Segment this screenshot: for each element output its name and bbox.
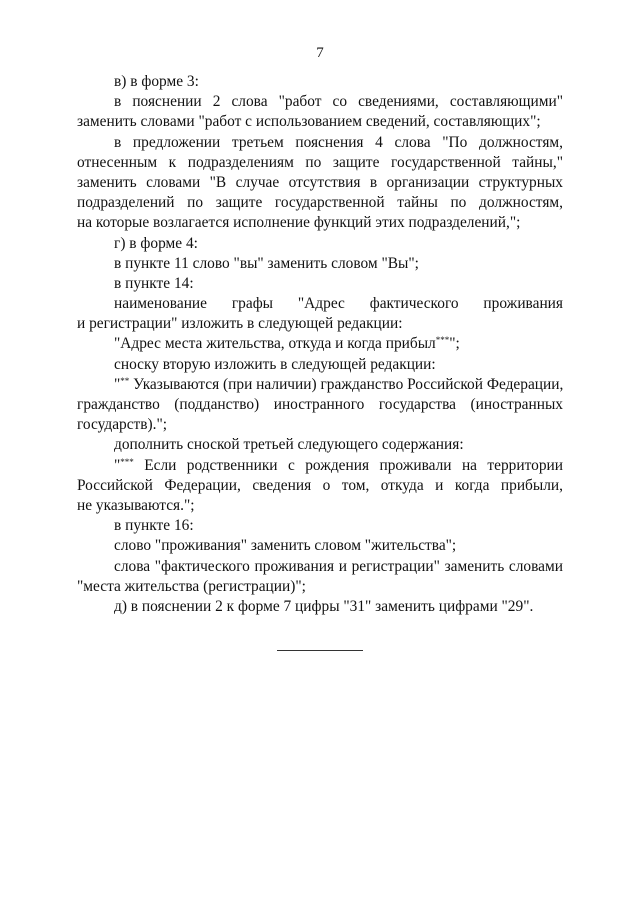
text-line: [77, 334, 563, 354]
text-line-continuation: ";: [449, 335, 460, 353]
text-line: [77, 274, 563, 294]
text-line-content: и регистрации" изложить в следующей редакции:: [77, 315, 403, 333]
text-line-content: дополнить сноской третьей следующего содержания:: [114, 436, 464, 454]
footnote-marker: ***: [120, 456, 134, 467]
text-line: [77, 193, 563, 213]
text-line: [77, 314, 563, 334]
text-line: [77, 375, 563, 395]
text-line: [77, 516, 563, 536]
text-line: [77, 112, 563, 132]
text-line: [77, 294, 563, 314]
text-line-content: слова "фактического проживания и регистрации" заменить словами: [114, 557, 563, 575]
text-line: [77, 72, 563, 92]
footnote-marker: ***: [435, 335, 450, 346]
text-line-content: сноску вторую изложить в следующей редакции:: [114, 355, 436, 373]
text-line-content: заменить словами "В случае отсутствия в организации структурных: [77, 173, 563, 191]
text-line-content: не указываются.";: [77, 496, 195, 514]
text-line: [77, 153, 563, 173]
text-line: [77, 557, 563, 577]
text-line: [77, 213, 563, 233]
document-body: [77, 72, 563, 617]
text-line-content: г) в форме 4:: [114, 234, 198, 252]
text-line: [77, 415, 563, 435]
text-line-continuation: Указываются (при наличии) гражданство Российской Федерации,: [129, 375, 564, 393]
text-line-content: Российской Федерации, сведения о том, откуда и когда прибыли,: [77, 476, 563, 494]
page-number: 7: [316, 45, 324, 61]
text-line-content: в пункте 14:: [114, 274, 194, 292]
text-line-content: д) в пояснении 2 к форме 7 цифры "31" заменить цифрами "29".: [114, 597, 534, 615]
text-line-content: в пункте 11 слово "вы" заменить словом "Вы";: [114, 254, 419, 272]
text-line: [77, 133, 563, 153]
text-line: [77, 254, 563, 274]
text-line-content: в) в форме 3:: [114, 73, 199, 90]
text-line: [77, 92, 563, 112]
text-line: [77, 355, 563, 375]
text-line-content: заменить словами "работ с использованием сведений, составляющих";: [77, 113, 541, 131]
text-line-content: в пояснении 2 слова "работ со сведениями, составляющими": [114, 93, 563, 111]
text-line: [77, 234, 563, 254]
text-line-content: гражданство (подданство) иностранного государства (иностранных: [77, 396, 563, 413]
text-line-content: ": [114, 375, 121, 393]
text-line-content: ": [114, 456, 121, 474]
text-line: [77, 395, 563, 415]
text-line: [77, 597, 563, 617]
text-line-content: подразделений по защите государственной тайны по должностям,: [77, 194, 563, 212]
text-line-content: "места жительства (регистрации)";: [77, 577, 306, 595]
text-line-content: "Адрес места жительства, откуда и когда прибыл: [114, 335, 436, 353]
text-line-content: в предложении третьем пояснения 4 слова "По должностям,: [114, 133, 563, 151]
text-line: [77, 496, 563, 516]
text-line-content: на которые возлагается исполнение функций этих подразделений,";: [77, 214, 521, 232]
text-line: [77, 536, 563, 556]
text-line-content: отнесенным к подразделениям по защите государственной тайны,": [77, 153, 563, 171]
text-line-content: в пункте 16:: [114, 517, 194, 535]
footnote-marker: **: [120, 375, 130, 386]
text-line: [77, 476, 563, 496]
text-line-content: государств).";: [77, 416, 168, 434]
text-line-continuation: Если родственники с рождения проживали на территории: [133, 456, 563, 474]
end-separator-line: [277, 650, 363, 651]
text-line-content: слово "проживания" заменить словом "жительства";: [114, 537, 457, 555]
text-line: [77, 435, 563, 455]
text-line: [77, 173, 563, 193]
text-line: [77, 456, 563, 476]
text-line: [77, 577, 563, 597]
text-line-content: наименование графы "Адрес фактического проживания: [114, 295, 563, 313]
